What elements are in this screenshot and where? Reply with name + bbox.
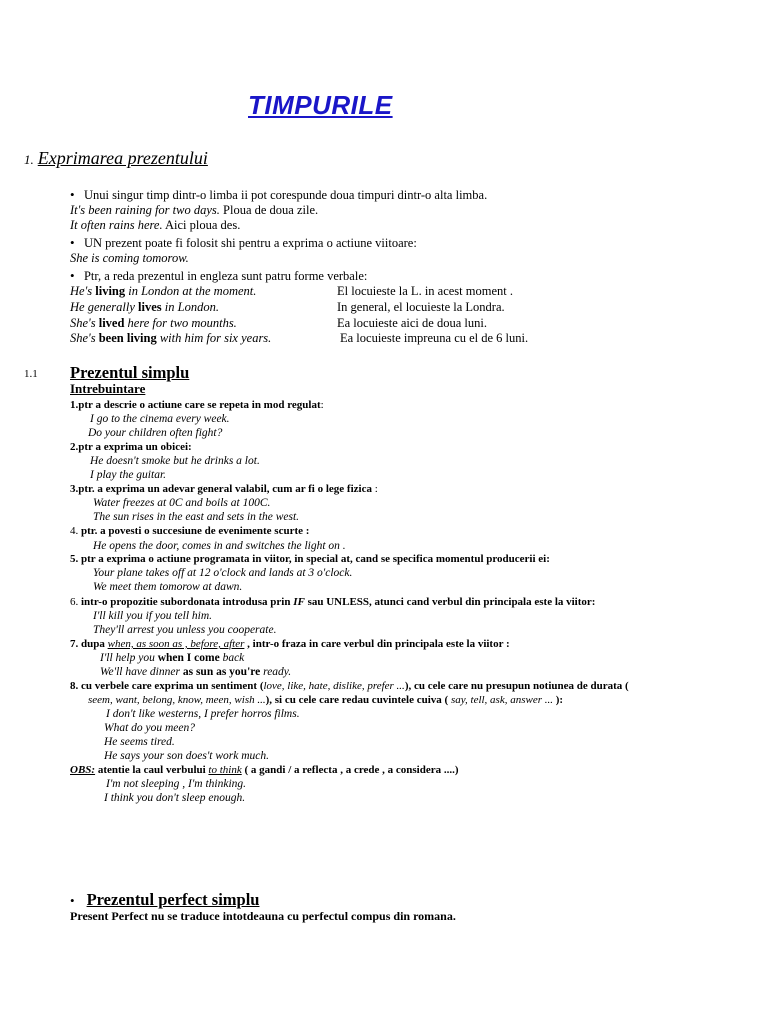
section-1-heading bbox=[24, 148, 208, 169]
usage-rule: 4. ptr. a povesti o succesiune de evenimente scurte : bbox=[70, 525, 310, 537]
bullet-text: UN prezent poate fi folosit shi pentru a exprima o actiune viitoare: bbox=[83, 236, 417, 250]
section-title: Prezentul perfect simplu bbox=[86, 890, 260, 909]
example-sentence: Your plane takes off at 12 o'clock and lands at 3 o'clock. bbox=[93, 567, 353, 579]
usage-rule: 2.ptr a exprima un obicei: bbox=[70, 441, 192, 453]
example-sentence: The sun rises in the east and sets in the west. bbox=[93, 511, 300, 523]
example-sentence: I don't like westerns, I prefer horros films. bbox=[106, 708, 300, 720]
usage-rule: 7. dupa when, as soon as , before, after , intr-o fraza in care verbul din principala este la viitor : bbox=[70, 638, 510, 650]
section-title: Exprimarea prezentului bbox=[37, 148, 208, 168]
page-title: TIMPURILE bbox=[248, 90, 393, 120]
verb-form-example: She's been living with him for six years. bbox=[70, 331, 272, 345]
bullet-item bbox=[70, 235, 417, 251]
example-sentence: I go to the cinema every week. bbox=[90, 413, 230, 425]
usage-rule-continued: seem, want, belong, know, meen, wish ...), si cu cele care redau cuvintele cuiva ( say, tell, ask, answer ... ): bbox=[88, 694, 564, 706]
example-line bbox=[70, 218, 240, 233]
bullet-text: Unui singur timp dintr-o limba ii pot corespunde doua timpuri dintr-o alta limba. bbox=[83, 188, 488, 202]
usage-rule: 1.ptr a descrie o actiune care se repeta in mod regulat: bbox=[70, 399, 324, 411]
verb-form-example: He generally lives in London. bbox=[70, 300, 219, 314]
example-sentence: What do you meen? bbox=[104, 722, 196, 734]
bullet-item bbox=[70, 268, 367, 284]
example-sentence: They'll arrest you unless you cooperate. bbox=[93, 624, 277, 636]
verb-form-example: He's living in London at the moment. bbox=[70, 284, 257, 298]
section-title: Prezentul simplu bbox=[70, 363, 190, 382]
usage-rule: 8. cu verbele care exprima un sentiment (love, like, hate, dislike, prefer ...), cu cele care nu presupun notiunea de durata ( bbox=[70, 680, 629, 692]
section-number: 1. bbox=[24, 152, 34, 167]
bullet-item bbox=[70, 187, 487, 203]
example-sentence: I play the guitar. bbox=[90, 469, 167, 481]
example-romanian: Ploua de doua zile. bbox=[219, 203, 319, 217]
example-sentence: I think you don't sleep enough. bbox=[104, 792, 246, 804]
example-sentence: We'll have dinner as sun as you're ready. bbox=[100, 666, 292, 678]
example-sentence: We meet them tomorow at dawn. bbox=[93, 581, 243, 593]
example-sentence: He opens the door, comes in and switches the light on . bbox=[93, 540, 346, 552]
example-line bbox=[70, 203, 318, 218]
example-sentence: He says your son does't work much. bbox=[104, 750, 270, 762]
subheading: Intrebuintare bbox=[70, 381, 146, 396]
section-note: Present Perfect nu se traduce intotdeauna cu perfectul compus din romana. bbox=[70, 909, 456, 923]
bullet-icon: • bbox=[70, 893, 75, 908]
section-heading bbox=[70, 890, 259, 910]
usage-rule: 5. ptr a exprima o actiune programata in viitor, in special at, cand se specifica momentul producerii ei: bbox=[70, 553, 550, 565]
verb-form-translation: Ea locuieste aici de doua luni. bbox=[337, 316, 487, 330]
example-english: It's been raining for two days. bbox=[70, 203, 220, 217]
example-sentence: He doesn't smoke but he drinks a lot. bbox=[90, 455, 260, 467]
example-romanian: Aici ploua des. bbox=[162, 218, 241, 232]
example-sentence: Do your children often fight? bbox=[88, 427, 223, 439]
verb-form-translation: Ea locuieste impreuna cu el de 6 luni. bbox=[340, 331, 529, 345]
verb-form-translation: El locuieste la L. in acest moment . bbox=[337, 284, 513, 298]
bullet-text: Ptr, a reda prezentul in engleza sunt patru forme verbale: bbox=[83, 269, 368, 283]
bullet-icon: • bbox=[70, 235, 75, 250]
bullet-icon: • bbox=[70, 187, 75, 202]
example-english: It often rains here. bbox=[70, 218, 163, 232]
section-number: 1.1 bbox=[24, 368, 38, 380]
bullet-icon: • bbox=[70, 268, 75, 283]
example-sentence: I'm not sleeping , I'm thinking. bbox=[106, 778, 247, 790]
usage-rule: 3.ptr. a exprima un adevar general valabil, cum ar fi o lege fizica : bbox=[70, 483, 378, 495]
observation-note: OBS: atentie la caul verbului to think ( a gandi / a reflecta , a crede , a considera ....) bbox=[70, 764, 459, 776]
verb-form-example: She's lived here for two mounths. bbox=[70, 316, 237, 330]
example-english: She is coming tomorow. bbox=[70, 251, 189, 265]
example-sentence: I'll help you when I come back bbox=[100, 652, 245, 664]
example-sentence: Water freezes at 0C and boils at 100C. bbox=[93, 497, 271, 509]
usage-rule: 6. intr-o propozitie subordonata introdusa prin IF sau UNLESS, atunci cand verbul din principala este la viitor: bbox=[70, 596, 596, 608]
example-sentence: He seems tired. bbox=[104, 736, 175, 748]
example-sentence: I'll kill you if you tell him. bbox=[93, 610, 213, 622]
verb-form-translation: In general, el locuieste la Londra. bbox=[337, 300, 505, 314]
